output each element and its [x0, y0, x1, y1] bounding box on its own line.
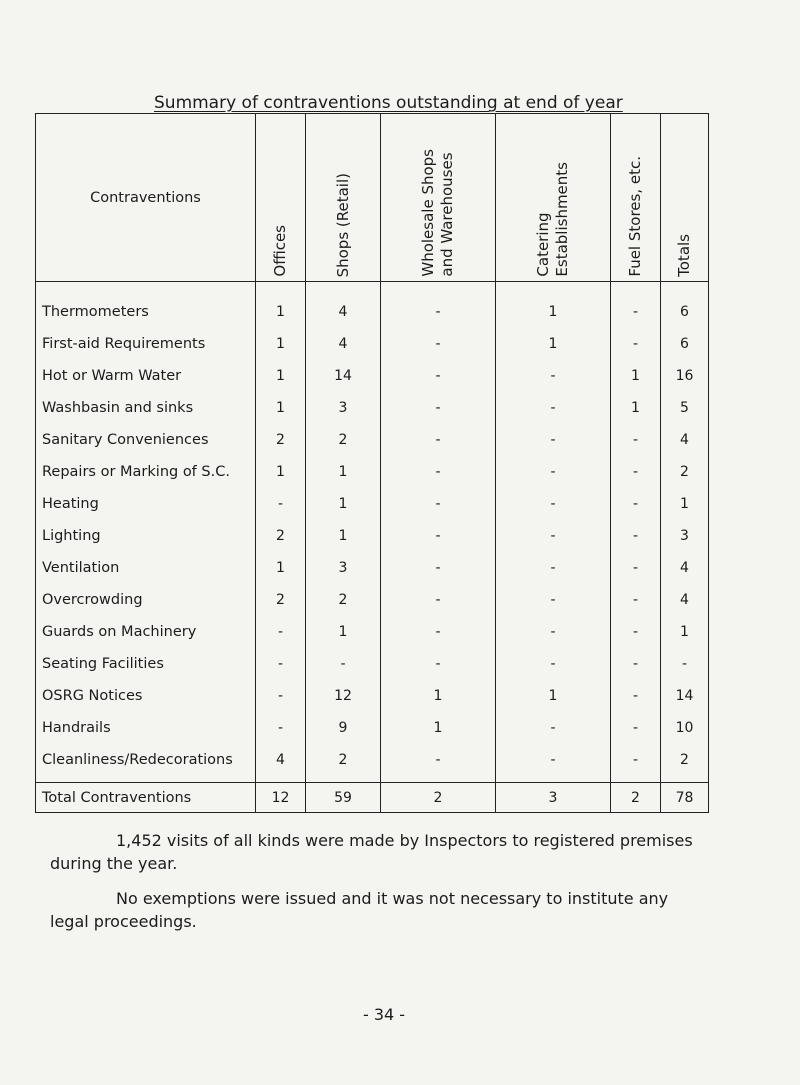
cell-fuel: - — [611, 552, 661, 584]
cell-catering: 1 — [496, 328, 611, 360]
cell-shops: 3 — [306, 552, 381, 584]
row-label: OSRG Notices — [36, 680, 256, 712]
cell-catering: - — [496, 552, 611, 584]
header-catering — [496, 114, 611, 282]
cell-shops: 1 — [306, 456, 381, 488]
row-label: Overcrowding — [36, 584, 256, 616]
page-number: - 34 - — [363, 1005, 406, 1024]
table-row — [36, 520, 709, 552]
cell-totals: 4 — [661, 424, 709, 456]
cell-offices: - — [256, 712, 306, 744]
cell-catering: - — [496, 616, 611, 648]
cell-shops: 14 — [306, 360, 381, 392]
cell-offices: 1 — [256, 456, 306, 488]
table-row — [36, 424, 709, 456]
cell-fuel: - — [611, 488, 661, 520]
page-title: Summary of contraventions outstanding at end of year — [154, 93, 623, 113]
cell-offices: 4 — [256, 744, 306, 783]
cell-totals: - — [661, 648, 709, 680]
cell-fuel: - — [611, 282, 661, 329]
header-label: Offices — [271, 225, 289, 277]
cell-totals: 10 — [661, 712, 709, 744]
row-label: Ventilation — [36, 552, 256, 584]
cell-offices: 1 — [256, 392, 306, 424]
cell-shops: 2 — [306, 424, 381, 456]
cell-offices: 2 — [256, 584, 306, 616]
table-row — [36, 744, 709, 783]
cell-wholesale: - — [381, 424, 496, 456]
cell-offices: - — [256, 680, 306, 712]
cell-fuel: - — [611, 584, 661, 616]
cell-totals: 4 — [661, 552, 709, 584]
row-label: First-aid Requirements — [36, 328, 256, 360]
cell-shops: - — [306, 648, 381, 680]
table-row — [36, 712, 709, 744]
row-label: Hot or Warm Water — [36, 360, 256, 392]
cell-wholesale: - — [381, 616, 496, 648]
cell-offices: - — [256, 648, 306, 680]
row-label: Seating Facilities — [36, 648, 256, 680]
header-fuel-stores — [611, 114, 661, 282]
row-label: Lighting — [36, 520, 256, 552]
cell-catering: - — [496, 712, 611, 744]
cell-wholesale: - — [381, 520, 496, 552]
cell-fuel: - — [611, 616, 661, 648]
total-offices: 12 — [256, 783, 306, 813]
table-body — [36, 282, 709, 783]
header-contraventions — [36, 114, 256, 282]
cell-shops: 2 — [306, 744, 381, 783]
row-label: Guards on Machinery — [36, 616, 256, 648]
cell-offices: - — [256, 488, 306, 520]
cell-fuel: - — [611, 328, 661, 360]
cell-offices: 1 — [256, 328, 306, 360]
cell-catering: - — [496, 424, 611, 456]
cell-offices: 1 — [256, 552, 306, 584]
cell-wholesale: - — [381, 744, 496, 783]
cell-wholesale: - — [381, 584, 496, 616]
cell-wholesale: - — [381, 488, 496, 520]
contraventions-table — [35, 113, 709, 813]
cell-shops: 12 — [306, 680, 381, 712]
row-label: Sanitary Conveniences — [36, 424, 256, 456]
row-label: Heating — [36, 488, 256, 520]
cell-totals: 6 — [661, 328, 709, 360]
cell-catering: - — [496, 456, 611, 488]
cell-totals: 1 — [661, 616, 709, 648]
cell-catering: - — [496, 488, 611, 520]
header-totals — [661, 114, 709, 282]
cell-totals: 1 — [661, 488, 709, 520]
header-row — [36, 114, 709, 282]
cell-wholesale: - — [381, 328, 496, 360]
cell-shops: 1 — [306, 520, 381, 552]
header-label: Wholesale Shops and Warehouses — [419, 149, 456, 277]
cell-shops: 2 — [306, 584, 381, 616]
cell-totals: 2 — [661, 744, 709, 783]
cell-totals: 4 — [661, 584, 709, 616]
cell-fuel: - — [611, 456, 661, 488]
header-wholesale — [381, 114, 496, 282]
cell-catering: - — [496, 584, 611, 616]
cell-totals: 14 — [661, 680, 709, 712]
header-label: Totals — [675, 234, 693, 277]
cell-catering: - — [496, 392, 611, 424]
cell-totals: 6 — [661, 282, 709, 329]
table-row — [36, 392, 709, 424]
paragraph-visits: 1,452 visits of all kinds were made by Inspectors to registered premises during the year. — [50, 831, 693, 873]
cell-totals: 3 — [661, 520, 709, 552]
cell-catering: - — [496, 648, 611, 680]
table-row — [36, 552, 709, 584]
paragraph-exemptions: No exemptions were issued and it was not necessary to institute any legal proceedings. — [50, 889, 669, 931]
table-row — [36, 328, 709, 360]
table-row — [36, 360, 709, 392]
row-label: Handrails — [36, 712, 256, 744]
table-row — [36, 584, 709, 616]
cell-offices: - — [256, 616, 306, 648]
cell-totals: 16 — [661, 360, 709, 392]
header-offices — [256, 114, 306, 282]
table-row — [36, 282, 709, 329]
cell-wholesale: - — [381, 282, 496, 329]
row-label: Repairs or Marking of S.C. — [36, 456, 256, 488]
cell-fuel: - — [611, 424, 661, 456]
cell-catering: - — [496, 744, 611, 783]
row-label: Washbasin and sinks — [36, 392, 256, 424]
cell-wholesale: 1 — [381, 712, 496, 744]
cell-wholesale: - — [381, 360, 496, 392]
header-label: Fuel Stores, etc. — [626, 156, 644, 277]
cell-shops: 4 — [306, 328, 381, 360]
table-row — [36, 616, 709, 648]
cell-catering: 1 — [496, 282, 611, 329]
cell-shops: 4 — [306, 282, 381, 329]
total-row — [36, 783, 709, 813]
cell-totals: 5 — [661, 392, 709, 424]
cell-wholesale: - — [381, 648, 496, 680]
cell-offices: 1 — [256, 360, 306, 392]
cell-fuel: - — [611, 680, 661, 712]
total-shops: 59 — [306, 783, 381, 813]
cell-catering: 1 — [496, 680, 611, 712]
total-fuel: 2 — [611, 783, 661, 813]
cell-offices: 1 — [256, 282, 306, 329]
cell-fuel: - — [611, 744, 661, 783]
cell-catering: - — [496, 520, 611, 552]
cell-wholesale: - — [381, 456, 496, 488]
table-total — [36, 783, 709, 813]
cell-wholesale: - — [381, 552, 496, 584]
table-row — [36, 488, 709, 520]
cell-shops: 9 — [306, 712, 381, 744]
cell-shops: 1 — [306, 616, 381, 648]
table-row — [36, 680, 709, 712]
cell-fuel: - — [611, 712, 661, 744]
cell-wholesale: - — [381, 392, 496, 424]
cell-fuel: 1 — [611, 360, 661, 392]
row-label: Cleanliness/Redecorations — [36, 744, 256, 783]
cell-offices: 2 — [256, 424, 306, 456]
cell-offices: 2 — [256, 520, 306, 552]
header-shops-retail — [306, 114, 381, 282]
table-row — [36, 648, 709, 680]
header-label: Contraventions — [90, 189, 201, 206]
cell-fuel: 1 — [611, 392, 661, 424]
header-label: Shops (Retail) — [333, 172, 352, 277]
cell-fuel: - — [611, 520, 661, 552]
cell-wholesale: 1 — [381, 680, 496, 712]
table-row — [36, 456, 709, 488]
cell-totals: 2 — [661, 456, 709, 488]
cell-shops: 1 — [306, 488, 381, 520]
header-label: Catering Establishments — [534, 162, 571, 277]
total-totals: 78 — [661, 783, 709, 813]
row-label: Thermometers — [36, 282, 256, 329]
cell-fuel: - — [611, 648, 661, 680]
total-wholesale: 2 — [381, 783, 496, 813]
total-label: Total Contraventions — [36, 783, 256, 813]
cell-shops: 3 — [306, 392, 381, 424]
cell-catering: - — [496, 360, 611, 392]
total-catering: 3 — [496, 783, 611, 813]
